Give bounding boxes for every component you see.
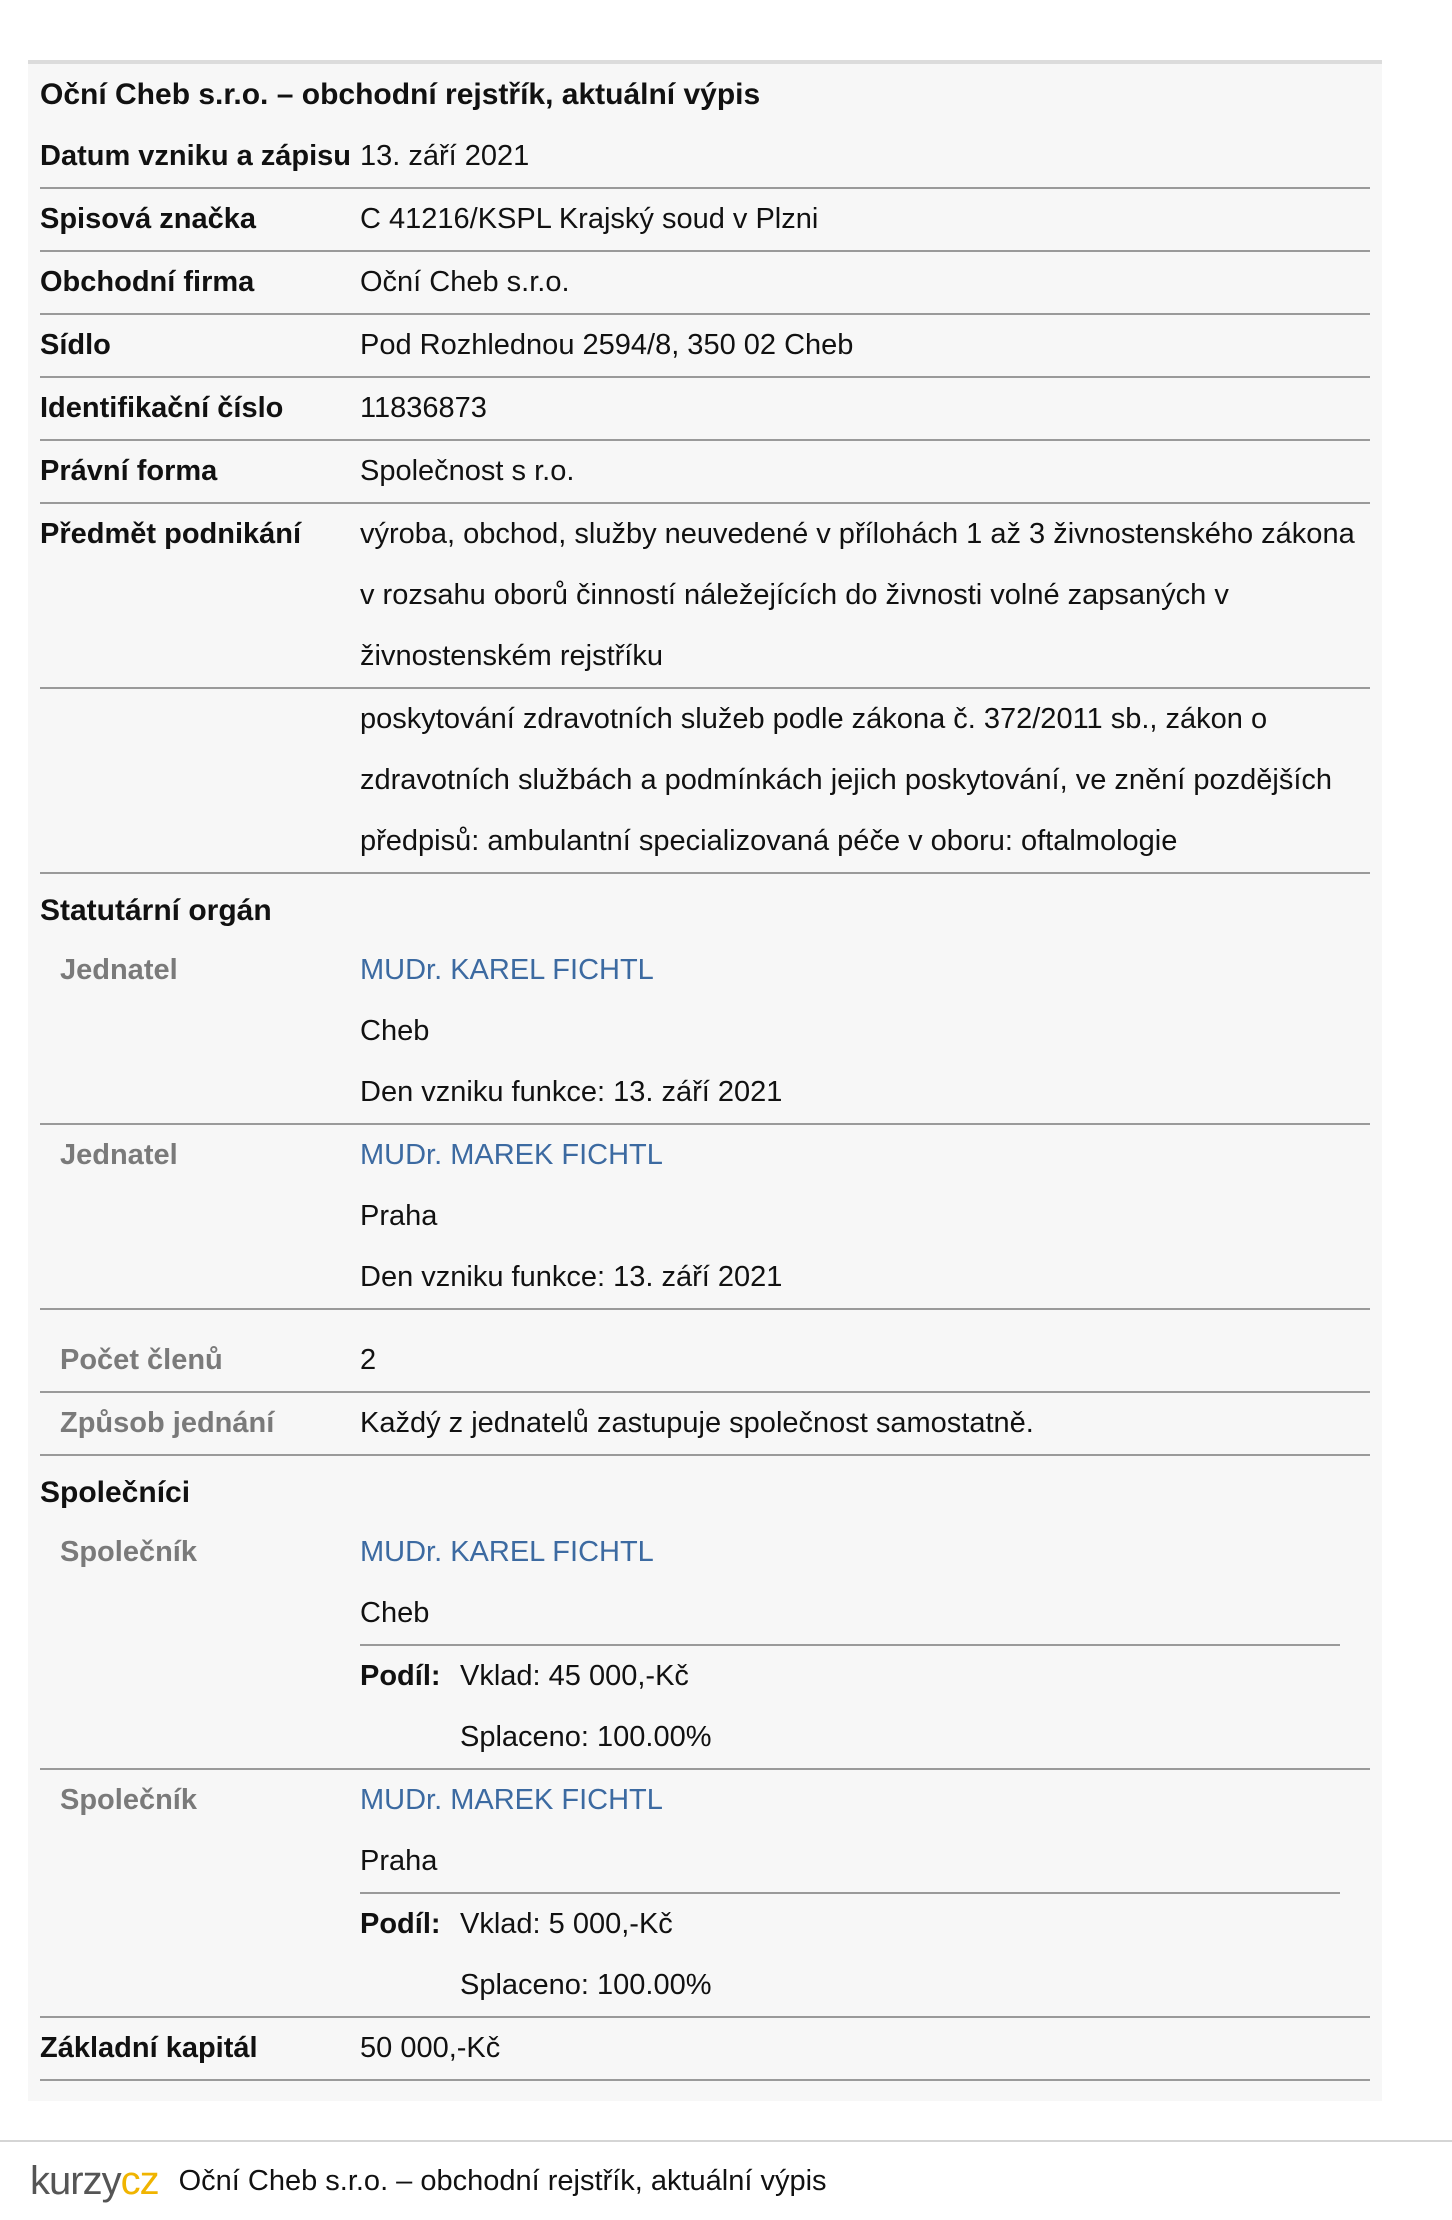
member-since: Den vzniku funkce: 13. září 2021 [360, 1261, 783, 1293]
partner-city: Praha [360, 1845, 438, 1877]
share-label: Podíl: [360, 1908, 441, 1940]
row-value: 13. září 2021 [360, 140, 530, 172]
partner-role: Společník [60, 1536, 197, 1568]
share-deposit: Vklad: 5 000,-Kč [460, 1908, 673, 1940]
row-value: 2 [360, 1344, 377, 1376]
kurzy-logo[interactable]: kurzycz [30, 2158, 159, 2203]
row-label [40, 689, 360, 872]
member-city: Cheb [360, 1015, 430, 1047]
member-role: Jednatel [60, 1139, 178, 1171]
row-file-number [40, 189, 1370, 252]
row-label: Spisová značka [40, 203, 256, 235]
row-label: Právní forma [40, 455, 218, 487]
row-legal-form [40, 441, 1370, 504]
acting-mode-row [40, 1393, 1370, 1456]
member-count-row [40, 1330, 1370, 1393]
row-value: poskytování zdravotních služeb podle zákona č. 372/2011 sb., zákon o zdravotních službách a podmínkách jejich poskytování, ve znění pozdějších předpisů: ambulantní specializovaná péče v oboru: oftalmologie [360, 703, 1333, 857]
row-label: Sídlo [40, 329, 111, 361]
statutory-heading: Statutární orgán [40, 894, 272, 927]
partner-name-link[interactable]: MUDr. KAREL FICHTL [360, 1536, 654, 1568]
row-value: Pod Rozhlednou 2594/8, 350 02 Cheb [360, 329, 854, 361]
row-seat [40, 315, 1370, 378]
partners-heading: Společníci [40, 1476, 191, 1509]
row-value: Společnost s r.o. [360, 455, 575, 487]
row-value: Oční Cheb s.r.o. [360, 266, 570, 298]
row-value: C 41216/KSPL Krajský soud v Plzni [360, 203, 819, 235]
partner-name-link[interactable]: MUDr. MAREK FICHTL [360, 1784, 663, 1816]
row-business-activity [40, 504, 1370, 689]
member-name-link[interactable]: MUDr. KAREL FICHTL [360, 954, 654, 986]
register-extract-card [28, 60, 1382, 2101]
share-block [360, 1644, 1340, 1768]
row-company-name [40, 252, 1370, 315]
share-paid: Splaceno: 100.00% [460, 1969, 712, 2001]
row-label: Počet členů [60, 1344, 223, 1376]
row-label: Datum vzniku a zápisu [40, 140, 352, 172]
row-date [40, 126, 1370, 189]
row-value: výroba, obchod, služby neuvedené v přílohách 1 až 3 živnostenského zákona v rozsahu oborů činností náležejících do živnosti volné zapsaných v živnostenském rejstříku [360, 518, 1355, 672]
row-label: Předmět podnikání [40, 518, 302, 550]
page-title: Oční Cheb s.r.o. – obchodní rejstřík, aktuální výpis [40, 78, 761, 111]
partner-city: Cheb [360, 1597, 430, 1629]
statutory-member [40, 1125, 1370, 1310]
row-business-activity-2 [40, 689, 1370, 874]
share-block [360, 1892, 1340, 2016]
row-id-number [40, 378, 1370, 441]
member-city: Praha [360, 1200, 438, 1232]
share-paid: Splaceno: 100.00% [460, 1721, 712, 1753]
footer-title: Oční Cheb s.r.o. – obchodní rejstřík, aktuální výpis [178, 2164, 827, 2197]
row-value: 50 000,-Kč [360, 2032, 501, 2064]
row-label: Základní kapitál [40, 2032, 258, 2064]
member-since: Den vzniku funkce: 13. září 2021 [360, 1076, 783, 1108]
partner [40, 1770, 1370, 2018]
partner [40, 1522, 1370, 1770]
row-value: 11836873 [360, 392, 487, 424]
partner-role: Společník [60, 1784, 197, 1816]
share-label: Podíl: [360, 1660, 441, 1692]
row-registered-capital [40, 2018, 1370, 2081]
statutory-member [40, 940, 1370, 1125]
row-label: Způsob jednání [60, 1407, 275, 1439]
footer [0, 2140, 1452, 2220]
member-name-link[interactable]: MUDr. MAREK FICHTL [360, 1139, 663, 1171]
member-role: Jednatel [60, 954, 178, 986]
row-value: Každý z jednatelů zastupuje společnost samostatně. [360, 1407, 1034, 1439]
row-label: Obchodní firma [40, 266, 255, 298]
share-deposit: Vklad: 45 000,-Kč [460, 1660, 689, 1692]
row-label: Identifikační číslo [40, 392, 284, 424]
